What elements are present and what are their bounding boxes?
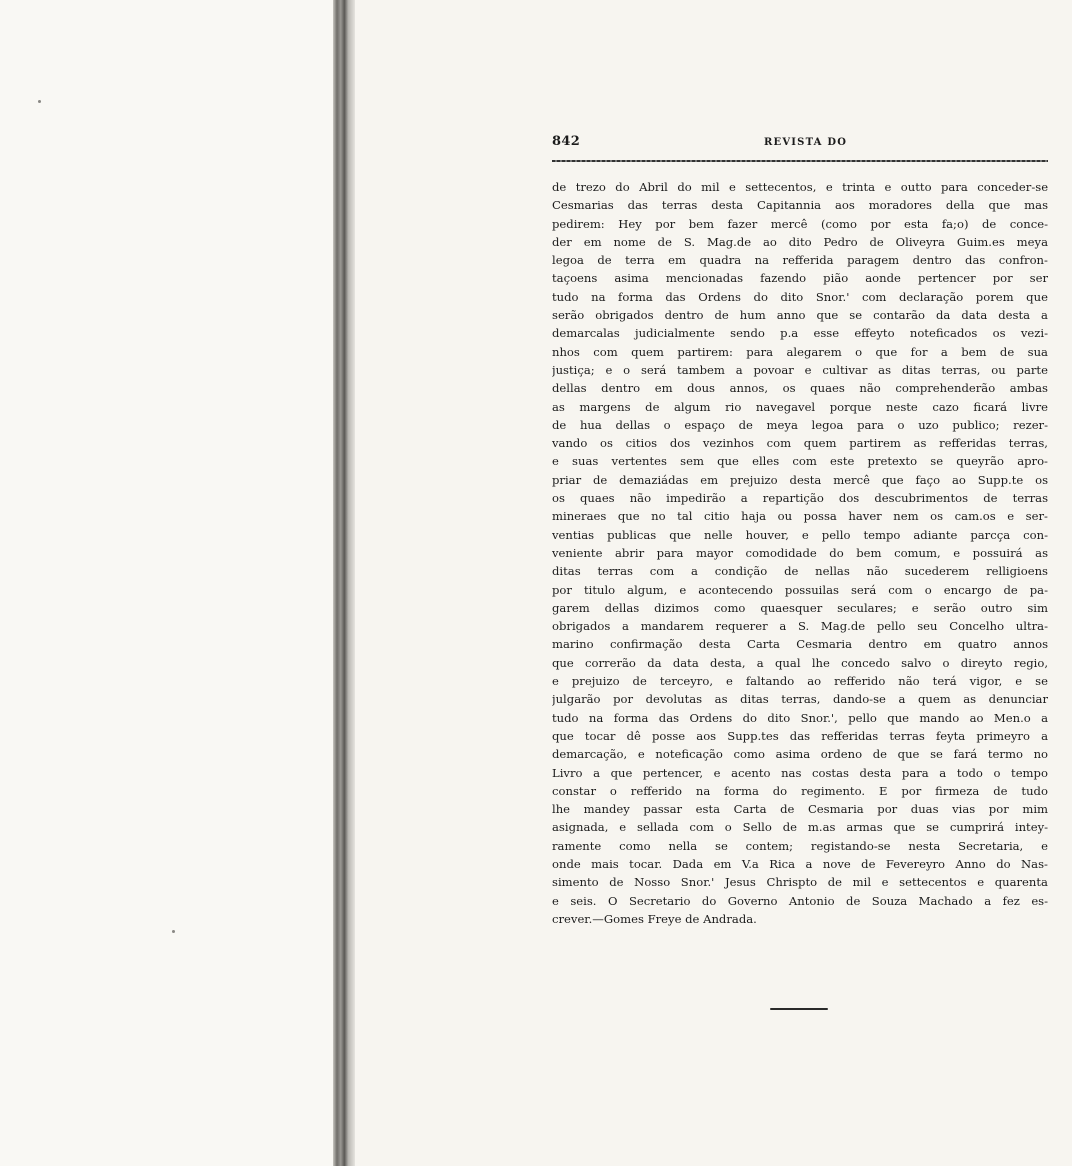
book-gutter (333, 0, 355, 1166)
text-line: garem dellas dizimos como quaesquer seculares; e serão outro sim (552, 600, 1048, 615)
text-line: e seis. O Secretario do Governo Antonio de Souza Machado a fez es- (552, 893, 1048, 908)
text-line: julgarão por devolutas as ditas terras, dando-se a quem as denunciar (552, 692, 1048, 707)
text-line: obrigados a mandarem requerer a S. Mag.de pello seu Concelho ultra- (552, 619, 1048, 634)
blank-left-page (0, 0, 335, 1166)
text-line: dellas dentro em dous annos, os quaes não comprehenderão ambas (552, 381, 1048, 396)
text-line: veniente abrir para mayor comodidade do bem comum, e possuirá as (552, 545, 1048, 560)
text-line: mineraes que no tal citio haja ou possa haver nem os cam.os e ser- (552, 509, 1048, 524)
text-line: constar o refferido na forma do regimento. E por firmeza de tudo (552, 783, 1048, 798)
text-line: pedirem: Hey por bem fazer mercê (como por esta fa;o) de conce- (552, 216, 1048, 231)
text-line: marino confirmação desta Carta Cesmaria dentro em quatro annos (552, 637, 1048, 652)
text-line: nhos com quem partirem: para alegarem o que for a bem de sua (552, 344, 1048, 359)
text-line: as margens de algum rio navegavel porque neste cazo ficará livre (552, 399, 1048, 414)
text-line: serão obrigados dentro de hum anno que se contarão da data desta a (552, 308, 1048, 323)
text-line: tudo na forma das Ordens do dito Snor.' com declaração porem que (552, 289, 1048, 304)
text-line: que tocar dê posse aos Supp.tes das refferidas terras feyta primeyro a (552, 728, 1048, 743)
closing-rule (770, 1008, 828, 1010)
text-line: justiça; e o será tambem a povoar e cultivar as ditas terras, ou parte (552, 362, 1048, 377)
body-text (552, 178, 1048, 928)
text-line: demarcalas judicialmente sendo p.a esse effeyto noteficados os vezi- (552, 326, 1048, 341)
text-line: lhe mandey passar esta Carta de Cesmaria por duas vias por mim (552, 802, 1048, 817)
text-line: crever.—Gomes Freye de Andrada. (552, 911, 757, 926)
text-line: priar de demaziádas em prejuizo desta mercê que faço ao Supp.te os (552, 472, 1048, 487)
text-line: tudo na forma das Ordens do dito Snor.', pello que mando ao Men.o a (552, 710, 1048, 725)
text-line: e suas vertentes sem que elles com este pretexto se queyrão apro- (552, 454, 1048, 469)
text-line: der em nome de S. Mag.de ao dito Pedro de Oliveyra Guim.es meya (552, 234, 1048, 249)
text-line: demarcação, e noteficação como asima ordeno de que se fará termo no (552, 747, 1048, 762)
page-number: 842 (552, 134, 581, 149)
text-line: taçoens asima mencionadas fazendo pião aonde pertencer por ser (552, 271, 1048, 286)
text-line: Livro a que pertencer, e acento nas costas desta para a todo o tempo (552, 765, 1048, 780)
text-line: de hua dellas o espaço de meya legoa para o uzo publico; rezer- (552, 417, 1048, 432)
text-line: de trezo do Abril do mil e settecentos, e trinta e outto para conceder-se (552, 180, 1048, 194)
text-line: os quaes não impedirão a repartição dos descubrimentos de terras (552, 491, 1048, 506)
text-line: por titulo algum, e acontecendo possuilas será com o encargo de pa- (552, 582, 1048, 597)
text-line: Cesmarias das terras desta Capitannia aos moradores della que mas (552, 198, 1048, 213)
text-line: que correrão da data desta, a qual lhe concedo salvo o direyto regio, (552, 655, 1048, 670)
page-header (552, 134, 1048, 154)
text-line: ditas terras com a condição de nellas não sucederem relligioens (552, 564, 1048, 579)
text-line: vando os citios dos vezinhos com quem partirem as refferidas terras, (552, 436, 1048, 451)
text-line: asignada, e sellada com o Sello de m.as armas que se cumprirá intey- (552, 820, 1048, 835)
running-head: REVISTA DO (764, 137, 848, 148)
text-line: ventias publicas que nelle houver, e pello tempo adiante parcça con- (552, 527, 1048, 542)
header-rule (552, 160, 1048, 162)
paper-speck (38, 100, 41, 103)
text-line: ramente como nella se contem; registando-se nesta Secretaria, e (552, 838, 1048, 853)
text-line: simento de Nosso Snor.' Jesus Chrispto de mil e settecentos e quarenta (552, 875, 1048, 890)
text-line: legoa de terra em quadra na refferida paragem dentro das confron- (552, 253, 1048, 268)
paper-speck (172, 930, 175, 933)
text-line: e prejuizo de terceyro, e faltando ao refferido não terá vigor, e se (552, 674, 1048, 689)
text-line: onde mais tocar. Dada em V.a Rica a nove de Fevereyro Anno do Nas- (552, 856, 1048, 871)
